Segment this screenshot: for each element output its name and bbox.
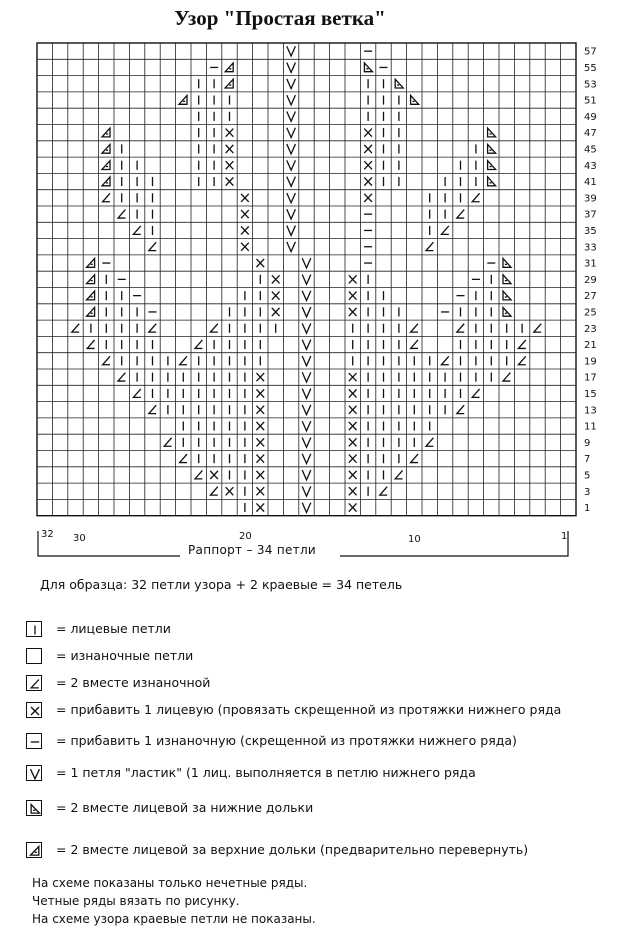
row-number: 33 [584, 242, 597, 254]
rapport-bracket-right [340, 531, 568, 556]
column-number: 30 [73, 533, 86, 544]
legend-symbol-icon [26, 675, 42, 691]
row-number: 51 [584, 95, 597, 107]
row-number: 19 [584, 356, 597, 368]
row-number: 23 [584, 323, 597, 335]
rapport-bracket-left [38, 531, 180, 556]
row-number: 7 [584, 454, 591, 466]
legend-symbol-icon [26, 648, 42, 664]
note-edge-stitches: На схеме узора краевые петли не показаны. [32, 912, 316, 926]
row-number: 37 [584, 209, 597, 221]
row-number: 27 [584, 291, 597, 303]
row-number: 47 [584, 128, 597, 140]
row-number: 39 [584, 193, 597, 205]
row-number: 43 [584, 160, 597, 172]
row-number: 17 [584, 372, 597, 384]
legend-symbol-icon [26, 621, 42, 637]
column-number: 1 [561, 531, 568, 542]
row-number: 41 [584, 177, 597, 189]
legend-symbol-icon [26, 702, 42, 718]
row-number: 5 [584, 470, 591, 482]
legend-text: = прибавить 1 изнаночную (скрещенной из протяжки нижнего ряда) [56, 733, 517, 748]
column-number: 10 [408, 534, 421, 545]
row-number: 11 [584, 421, 597, 433]
row-number: 13 [584, 405, 597, 417]
row-number: 53 [584, 79, 597, 91]
row-number: 3 [584, 486, 591, 498]
legend-symbol-icon [26, 733, 42, 749]
row-number: 29 [584, 274, 597, 286]
chart-title: Узор "Простая ветка" [174, 6, 386, 30]
column-number: 32 [41, 529, 54, 540]
row-number: 15 [584, 389, 597, 401]
legend-text: = 1 петля "ластик" (1 лиц. выполняется в петлю нижнего ряда [56, 765, 476, 780]
legend-text: = прибавить 1 лицевую (провязать скрещенной из протяжки нижнего ряда [56, 702, 562, 717]
column-number: 20 [239, 531, 252, 542]
legend-text: = 2 вместе лицевой за верхние дольки (предварительно перевернуть) [56, 842, 529, 857]
note-odd-rows: На схеме показаны только нечетные ряды. [32, 876, 308, 890]
legend-text: = 2 вместе изнаночной [56, 675, 211, 690]
row-number: 57 [584, 46, 597, 58]
legend-symbol-icon [26, 765, 42, 781]
row-number: 21 [584, 340, 597, 352]
row-number: 45 [584, 144, 597, 156]
legend-symbol-icon [26, 800, 42, 816]
row-number: 9 [584, 437, 591, 449]
row-number: 25 [584, 307, 597, 319]
legend-text: = лицевые петли [56, 621, 171, 636]
note-even-rows: Четные ряды вязать по рисунку. [32, 894, 240, 908]
legend-text: = изнаночные петли [56, 648, 194, 663]
row-number: 35 [584, 226, 597, 238]
row-number: 49 [584, 111, 597, 123]
legend-symbol-icon [26, 842, 42, 858]
row-number: 31 [584, 258, 597, 270]
row-number: 1 [584, 503, 591, 515]
legend-text: = 2 вместе лицевой за нижние дольки [56, 800, 314, 815]
row-number: 55 [584, 63, 597, 75]
rapport-label: Раппорт – 34 петли [188, 543, 317, 557]
sample-note: Для образца: 32 петли узора + 2 краевые = 34 петель [40, 577, 403, 592]
